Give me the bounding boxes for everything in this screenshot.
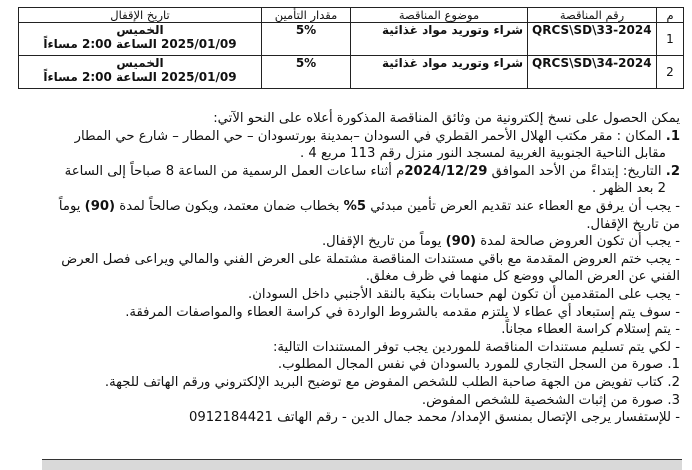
document-item	[14, 374, 680, 392]
place-item-cont: مقابل الناحية الجنوبية الغربية لمسجد النور منزل رقم 113 مربع 4 .	[300, 146, 666, 162]
validity-days: (90)	[445, 234, 477, 250]
intro-text: يمكن الحصول على نسخ إلكترونية من وثائق المناقصة المذكورة أعلاه على النحو الآتي:	[213, 111, 680, 126]
tender-closing	[19, 56, 262, 89]
col-closing-header: تاريخ الإقفال	[19, 8, 262, 23]
validity-suffix: يوماً من تاريخ الإقفال.	[321, 234, 442, 250]
item-number: 3.	[667, 392, 680, 408]
closing-datetime: 2025/01/09 الساعة 2:00 مساءاً	[43, 70, 237, 84]
sealing-rule-cont: الفني عن العرض المالي ووضع كل منهما في ظرف مغلق.	[365, 269, 680, 285]
table-header-row	[19, 8, 684, 23]
tender-subject: شراء وتوريد مواد غذائية	[351, 56, 528, 89]
tender-closing	[19, 23, 262, 56]
tender-insurance: 5%	[262, 23, 351, 56]
validity-rule	[14, 233, 680, 251]
col-ref-header: رقم المناقصة	[528, 8, 657, 23]
guarantee-percent: 5%	[343, 198, 367, 214]
closing-datetime: 2025/01/09 الساعة 2:00 مساءاً	[43, 37, 237, 51]
free-booklet-rule: - يتم إستلام كراسة العطاء مجاناً.	[501, 322, 680, 338]
start-date: 2024/12/29	[404, 163, 488, 179]
sealing-rule: - يجب ختم العروض المقدمة مع باقي مستندات المناقصة مشتملة على العرض الفني والمالي ويراعى فصل العرض	[61, 251, 680, 267]
document-item	[14, 392, 680, 410]
place-line: المكان : مقر مكتب الهلال الأحمر القطري في السودان –بمدينة بورتسودان – حي المطار – شارع حي المطار	[74, 128, 662, 144]
guarantee-rule	[14, 198, 680, 216]
tenders-table	[18, 7, 684, 89]
row-number: 2	[657, 56, 684, 89]
guarantee-suffix: يوماً	[58, 198, 81, 214]
closing-day: الخميس	[116, 23, 164, 37]
item-number: 2.	[667, 374, 680, 390]
closing-day: الخميس	[116, 56, 164, 70]
document-text: صورة من السجل التجاري للمورد بالسودان في نفس المجال المطلوب.	[277, 357, 664, 373]
contact-prefix: - للإستفسار يرجى الإتصال بمنسق الإمداد/ محمد جمال الدين - رقم الهاتف	[277, 410, 680, 426]
date-suffix: م أثناء ساعات العمل الرسمية من الساعة 8 صباحاً إلى الساعة	[64, 163, 405, 179]
guarantee-rule-cont: من تاريخ الإقفال.	[586, 216, 680, 232]
validity-prefix: - يجب أن تكون العروض صالحة لمدة	[480, 234, 680, 250]
tender-ref: QRCS\SD\33-2024	[528, 23, 657, 56]
tender-ref: QRCS\SD\34-2024	[528, 56, 657, 89]
place-item	[14, 128, 680, 146]
date-item-cont: 2 بعد الظهر .	[592, 181, 666, 197]
table-row	[19, 23, 684, 56]
item-number: 1.	[667, 357, 680, 373]
document-text: صورة من إثبات الشخصية للشخص المفوض.	[421, 392, 664, 408]
col-subject-header: موضوع المناقصة	[351, 8, 528, 23]
guarantee-days: (90)	[84, 198, 116, 214]
footer-bar	[42, 459, 682, 470]
documents-rule: - لكي يتم تسليم مستندات المناقصة للموردين يجب توفر المستندات التالية:	[272, 339, 680, 355]
guarantee-mid: بخطاب ضمان معتمد، ويكون صالحاً لمدة	[119, 198, 340, 214]
guarantee-prefix: - يجب أن يرفق مع العطاء عند تقديم العرض تأمين مبدئي	[370, 198, 680, 214]
table-row	[19, 56, 684, 89]
bank-rule: - يجب على المتقدمين أن تكون لهم حسابات بنكية بالنقد الأجنبي داخل السودان.	[248, 286, 680, 302]
tender-insurance: 5%	[262, 56, 351, 89]
item-number: 1.	[665, 128, 680, 144]
col-num-header: م	[657, 8, 684, 23]
col-insurance-header: مقدار التأمين	[262, 8, 351, 23]
document-item	[14, 356, 680, 374]
contact-line	[14, 409, 680, 427]
document-text: كتاب تفويض من الجهة صاحبة الطلب للشخص المفوض مع توضيح البريد الإلكتروني ورقم الهاتف للجهة.	[104, 374, 664, 390]
tender-subject: شراء وتوريد مواد غذائية	[351, 23, 528, 56]
row-number: 1	[657, 23, 684, 56]
item-number: 2.	[665, 163, 680, 179]
contact-phone: 0912184421	[188, 410, 273, 426]
date-prefix: التاريخ: إبتداءً من الأحد الموافق	[491, 163, 662, 179]
exclusion-rule: - سوف يتم إستبعاد أي عطاء لا يلتزم مقدمه بالشروط الواردة في كراسة العطاء والمواصفات المرفقة.	[125, 304, 680, 320]
date-item	[14, 163, 680, 181]
notice-body	[14, 110, 680, 427]
